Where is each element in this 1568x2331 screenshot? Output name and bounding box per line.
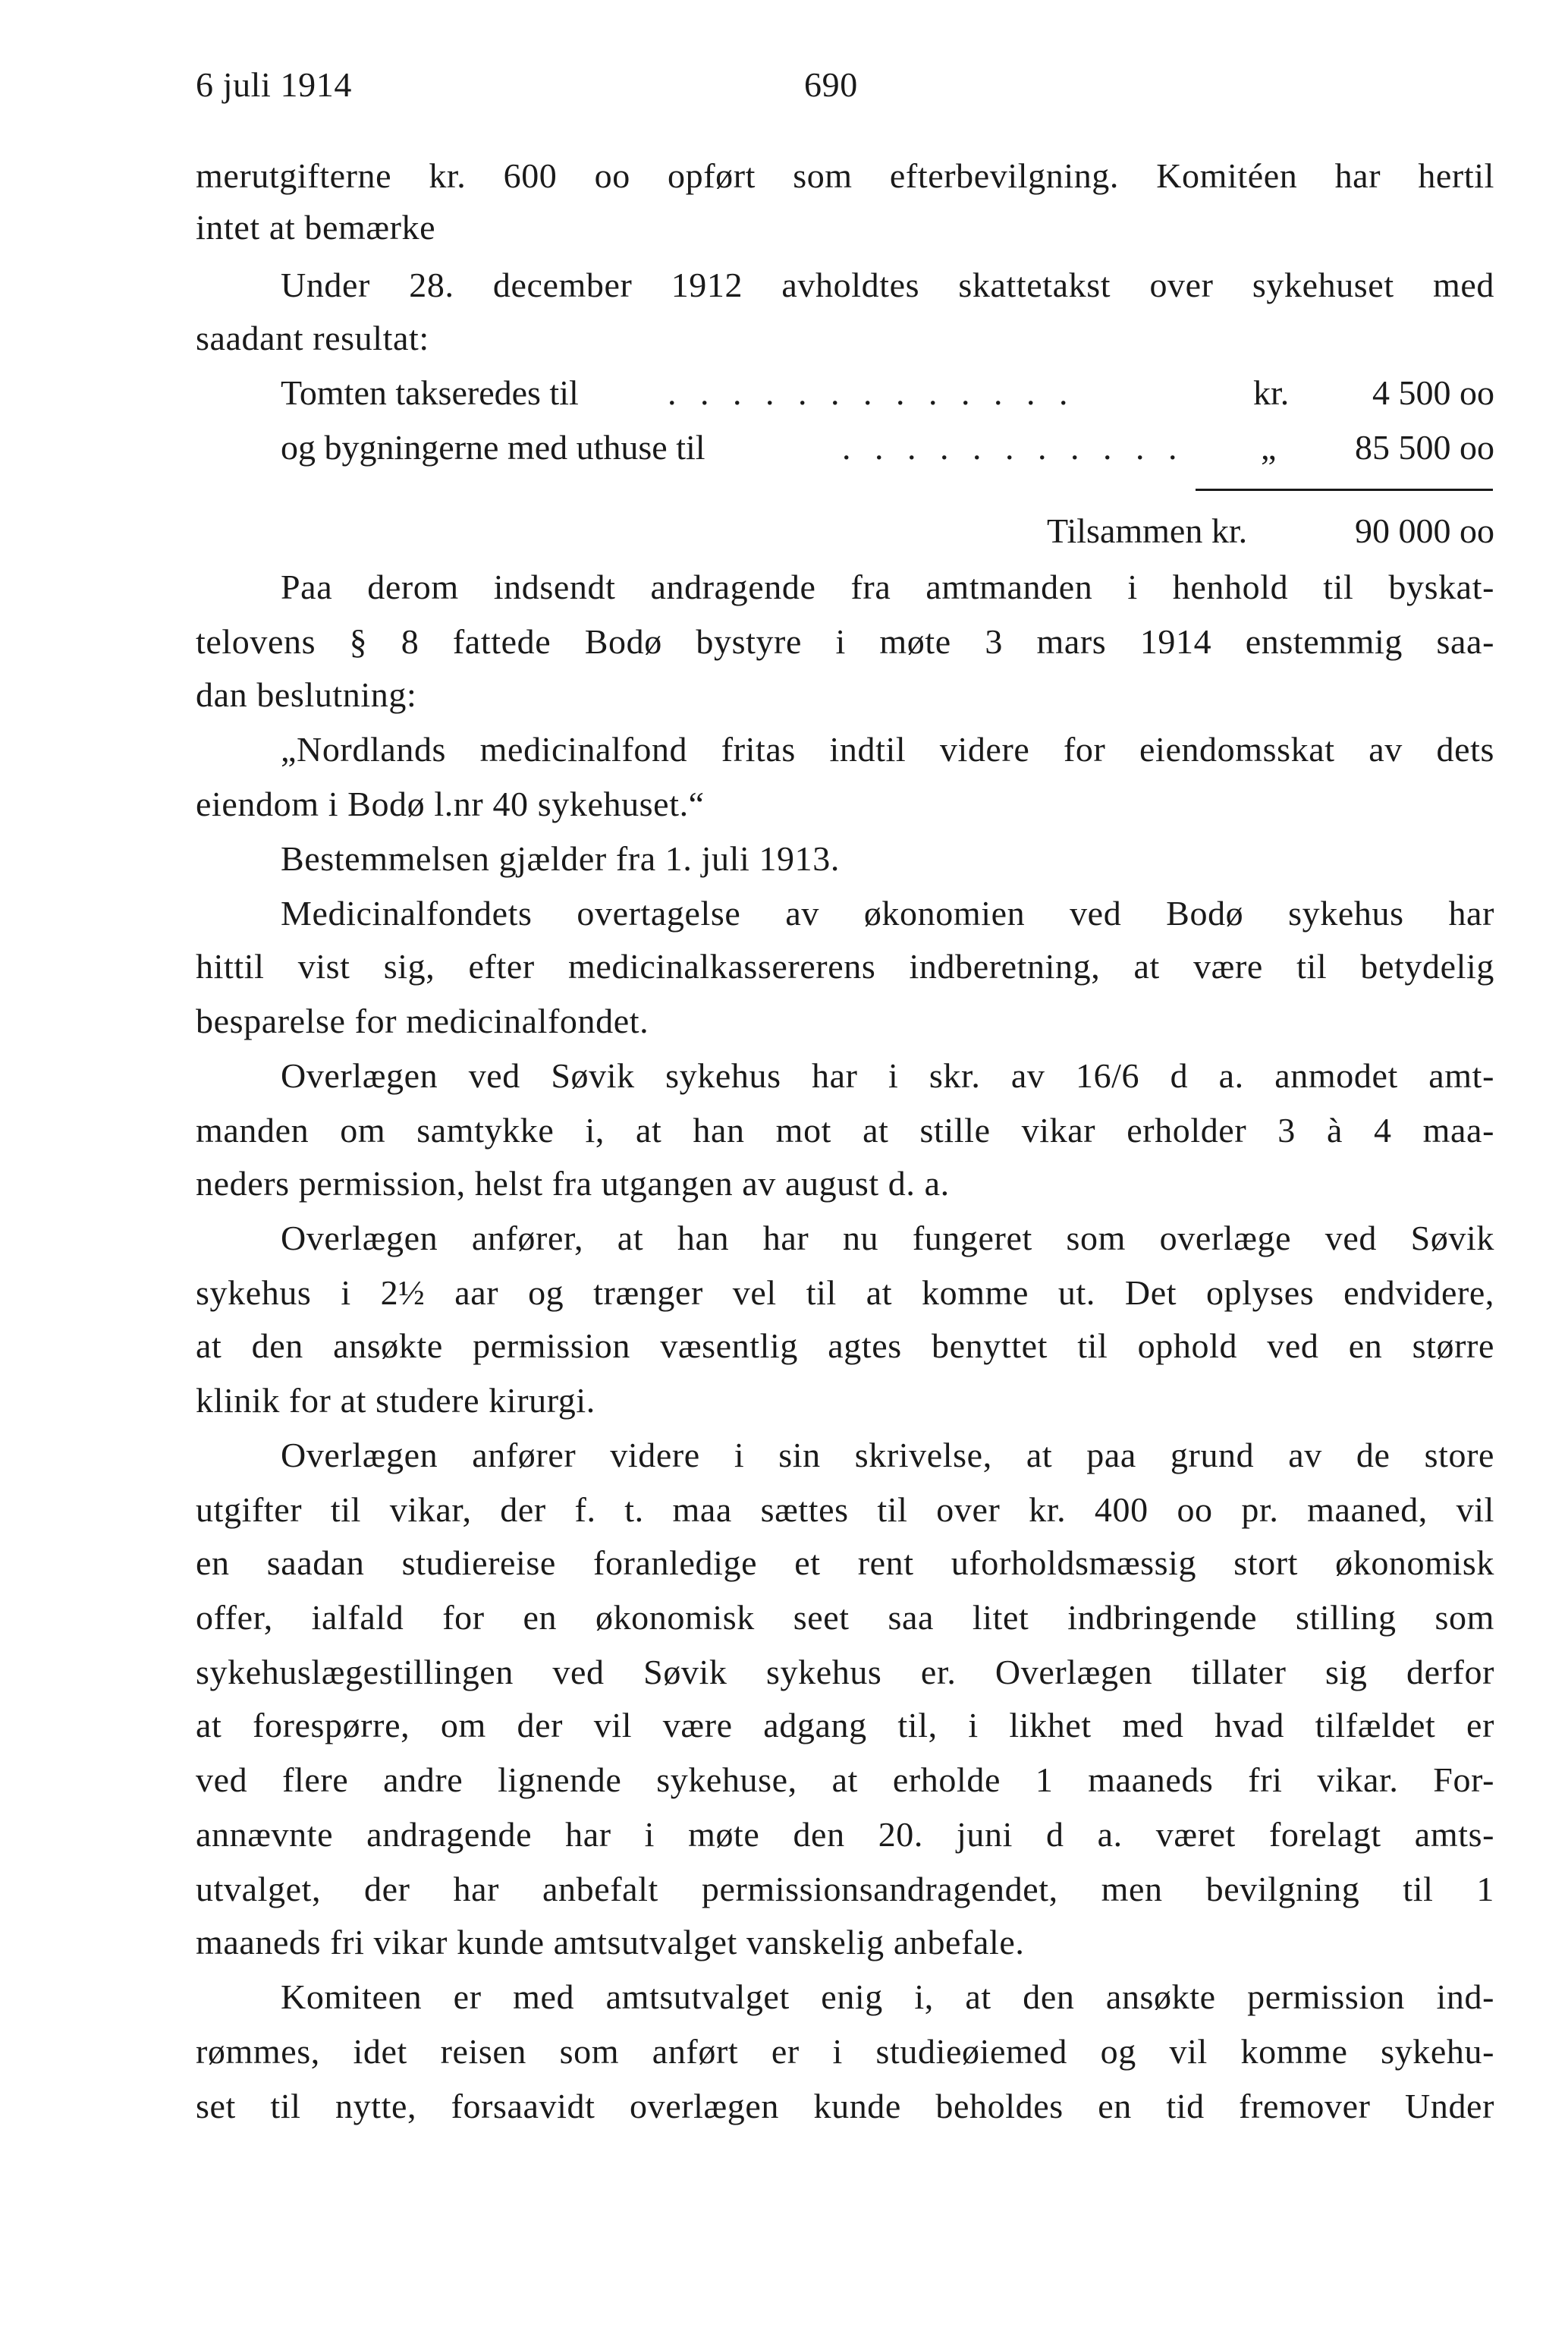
text-line: maaneds fri vikar kunde amtsutvalget vanskelig anbefale. <box>196 1923 1025 1961</box>
text-line: at den ansøkte permission væsentlig agtes benyttet til ophold ved en større <box>196 1326 1494 1365</box>
text-line: at forespørre, om der vil være adgang til, i likhet med hvad tilfældet er <box>196 1706 1494 1744</box>
text-line: merutgifterne kr. 600 oo opført som efterbevilgning. Komitéen har hertil <box>196 156 1494 195</box>
text-line: Komiteen er med amtsutvalget enig i, at den ansøkte permission ind- <box>281 1977 1494 2016</box>
tax-total-amount: 90 000 oo <box>1355 511 1494 550</box>
page-number: 690 <box>804 65 858 104</box>
tax-amount: 85 500 oo <box>1355 428 1494 467</box>
text-line: sykehus i 2½ aar og trænger vel til at komme ut. Det oplyses endvidere, <box>196 1273 1494 1312</box>
text-line: Paa derom indsendt andragende fra amtmanden i henhold til byskat- <box>281 568 1494 606</box>
tax-label: og bygningerne med uthuse til <box>281 428 705 467</box>
tax-row-land <box>0 372 1568 414</box>
tax-label: Tomten takseredes til <box>281 373 579 412</box>
text-line: klinik for at studere kirurgi. <box>196 1381 595 1420</box>
text-line: manden om samtykke i, at han mot at stille vikar erholder 3 à 4 maa- <box>196 1111 1494 1150</box>
text-line: ved flere andre lignende sykehuse, at erholde 1 maaneds fri vikar. For- <box>196 1760 1494 1799</box>
tax-leader-dots: . . . . . . . . . . . <box>842 428 1185 467</box>
tax-row-total <box>0 510 1568 552</box>
text-line: Under 28. december 1912 avholdtes skattetakst over sykehuset med <box>281 266 1494 304</box>
text-line: sykehuslægestillingen ved Søvik sykehus er. Overlægen tillater sig derfor <box>196 1653 1494 1691</box>
text-line: hittil vist sig, efter medicinalkassererens indberetning, at være til betydelig <box>196 947 1494 986</box>
tax-leader-dots: . . . . . . . . . . . . . <box>668 373 1076 412</box>
tax-currency: „ <box>1261 428 1277 467</box>
text-line: dan beslutning: <box>196 675 417 714</box>
text-line: utgifter til vikar, der f. t. maa sættes til over kr. 400 oo pr. maaned, vil <box>196 1490 1494 1529</box>
text-line: Bestemmelsen gjælder fra 1. juli 1913. <box>281 839 840 878</box>
page-date: 6 juli 1914 <box>196 65 352 104</box>
text-line: Medicinalfondets overtagelse av økonomien ved Bodø sykehus har <box>281 894 1494 933</box>
text-line: „Nordlands medicinalfond fritas indtil videre for eiendomsskat av dets <box>281 730 1494 769</box>
text-line: en saadan studiereise foranledige et rent uforholdsmæssig stort økonomisk <box>196 1543 1494 1582</box>
text-line: eiendom i Bodø l.nr 40 sykehuset.“ <box>196 785 705 823</box>
tax-row-buildings <box>0 426 1568 469</box>
tax-amount: 4 500 oo <box>1372 373 1494 412</box>
text-line: telovens § 8 fattede Bodø bystyre i møte 3 mars 1914 enstemmig saa- <box>196 622 1494 661</box>
text-line: neders permission, helst fra utgangen av august d. a. <box>196 1164 950 1203</box>
text-line: annævnte andragende har i møte den 20. juni d a. været forelagt amts- <box>196 1815 1494 1854</box>
sum-rule <box>1196 489 1493 491</box>
text-line: rømmes, idet reisen som anført er i studieøiemed og vil komme sykehu- <box>196 2032 1494 2071</box>
tax-total-label: Tilsammen kr. <box>1047 511 1248 550</box>
text-line: saadant resultat: <box>196 319 429 357</box>
text-line: Overlægen anfører, at han har nu fungeret som overlæge ved Søvik <box>281 1219 1494 1257</box>
text-line: utvalget, der har anbefalt permissionsandragendet, men bevilgning til 1 <box>196 1870 1494 1908</box>
text-line: Overlægen ved Søvik sykehus har i skr. av 16/6 d a. anmodet amt- <box>281 1056 1494 1095</box>
tax-currency: kr. <box>1253 373 1290 412</box>
text-line: intet at bemærke <box>196 208 436 247</box>
text-line: set til nytte, forsaavidt overlægen kunde beholdes en tid fremover Under <box>196 2087 1494 2125</box>
text-line: Overlægen anfører videre i sin skrivelse, at paa grund av de store <box>281 1436 1494 1474</box>
text-line: besparelse for medicinalfondet. <box>196 1002 649 1040</box>
text-line: offer, ialfald for en økonomisk seet saa litet indbringende stilling som <box>196 1598 1494 1637</box>
